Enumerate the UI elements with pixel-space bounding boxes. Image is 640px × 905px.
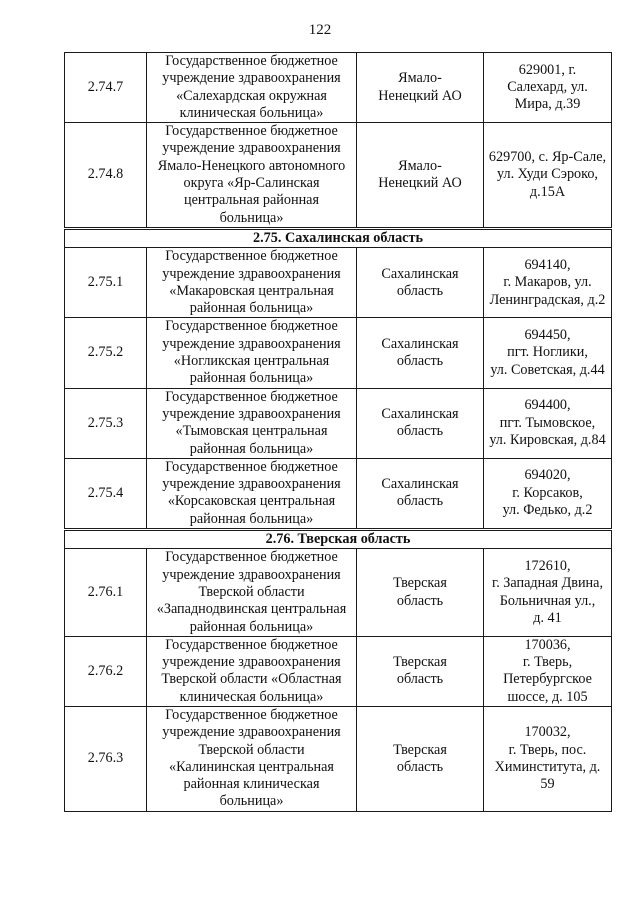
- section-title: 2.75. Сахалинская область: [65, 228, 612, 247]
- row-number: 2.75.1: [65, 248, 147, 318]
- section-title: 2.76. Тверская область: [65, 530, 612, 549]
- region-cell: Ямало- Ненецкий АО: [357, 53, 484, 123]
- institution-name: Государственное бюджетное учреждение здравоохранения «Корсаковская центральная районная больница»: [147, 458, 357, 529]
- institution-name: Государственное бюджетное учреждение здравоохранения «Салехардская окружная клиническая больница»: [147, 53, 357, 123]
- address-cell: 170032, г. Тверь, пос. Химинститута, д. 59: [484, 706, 612, 811]
- table-row: [65, 458, 612, 529]
- address-cell: 694450, пгт. Ноглики, ул. Советская, д.44: [484, 318, 612, 388]
- address-cell: 694140, г. Макаров, ул. Ленинградская, д.2: [484, 248, 612, 318]
- address-cell: 172610, г. Западная Двина, Больничная ул., д. 41: [484, 549, 612, 636]
- table-row: [65, 388, 612, 458]
- address-cell: 629700, с. Яр-Сале, ул. Худи Сэроко, д.15А: [484, 123, 612, 229]
- institution-name: Государственное бюджетное учреждение здравоохранения «Макаровская центральная районная больница»: [147, 248, 357, 318]
- institution-name: Государственное бюджетное учреждение здравоохранения «Ногликская центральная районная больница»: [147, 318, 357, 388]
- hospital-table: [64, 52, 612, 812]
- table-row: [65, 706, 612, 811]
- institution-name: Государственное бюджетное учреждение здравоохранения Ямало-Ненецкого автономного округа «Яр-Салинская центральная районная больница»: [147, 123, 357, 229]
- region-cell: Сахалинская область: [357, 388, 484, 458]
- row-number: 2.76.3: [65, 706, 147, 811]
- region-cell: Сахалинская область: [357, 318, 484, 388]
- row-number: 2.75.2: [65, 318, 147, 388]
- table-row: [65, 123, 612, 229]
- address-cell: 694020, г. Корсаков, ул. Федько, д.2: [484, 458, 612, 529]
- table-row: [65, 53, 612, 123]
- address-cell: 170036, г. Тверь, Петербургское шоссе, д. 105: [484, 636, 612, 706]
- institution-name: Государственное бюджетное учреждение здравоохранения Тверской области «Областная клиническая больница»: [147, 636, 357, 706]
- table-row: [65, 248, 612, 318]
- row-number: 2.74.7: [65, 53, 147, 123]
- region-cell: Тверская область: [357, 549, 484, 636]
- row-number: 2.76.2: [65, 636, 147, 706]
- institution-name: Государственное бюджетное учреждение здравоохранения Тверской области «Калининская центральная районная клиническая больница»: [147, 706, 357, 811]
- region-cell: Сахалинская область: [357, 458, 484, 529]
- region-cell: Ямало- Ненецкий АО: [357, 123, 484, 229]
- table-row: [65, 636, 612, 706]
- section-header: [65, 530, 612, 549]
- table-row: [65, 318, 612, 388]
- institution-name: Государственное бюджетное учреждение здравоохранения Тверской области «Западнодвинская центральная районная больница»: [147, 549, 357, 636]
- region-cell: Тверская область: [357, 636, 484, 706]
- region-cell: Тверская область: [357, 706, 484, 811]
- page-number: 122: [308, 22, 332, 38]
- row-number: 2.75.4: [65, 458, 147, 529]
- row-number: 2.74.8: [65, 123, 147, 229]
- section-header: [65, 228, 612, 247]
- row-number: 2.76.1: [65, 549, 147, 636]
- region-cell: Сахалинская область: [357, 248, 484, 318]
- table-body: [65, 53, 612, 812]
- address-cell: 694400, пгт. Тымовское, ул. Кировская, д.84: [484, 388, 612, 458]
- row-number: 2.75.3: [65, 388, 147, 458]
- table-row: [65, 549, 612, 636]
- address-cell: 629001, г. Салехард, ул. Мира, д.39: [484, 53, 612, 123]
- institution-name: Государственное бюджетное учреждение здравоохранения «Тымовская центральная районная больница»: [147, 388, 357, 458]
